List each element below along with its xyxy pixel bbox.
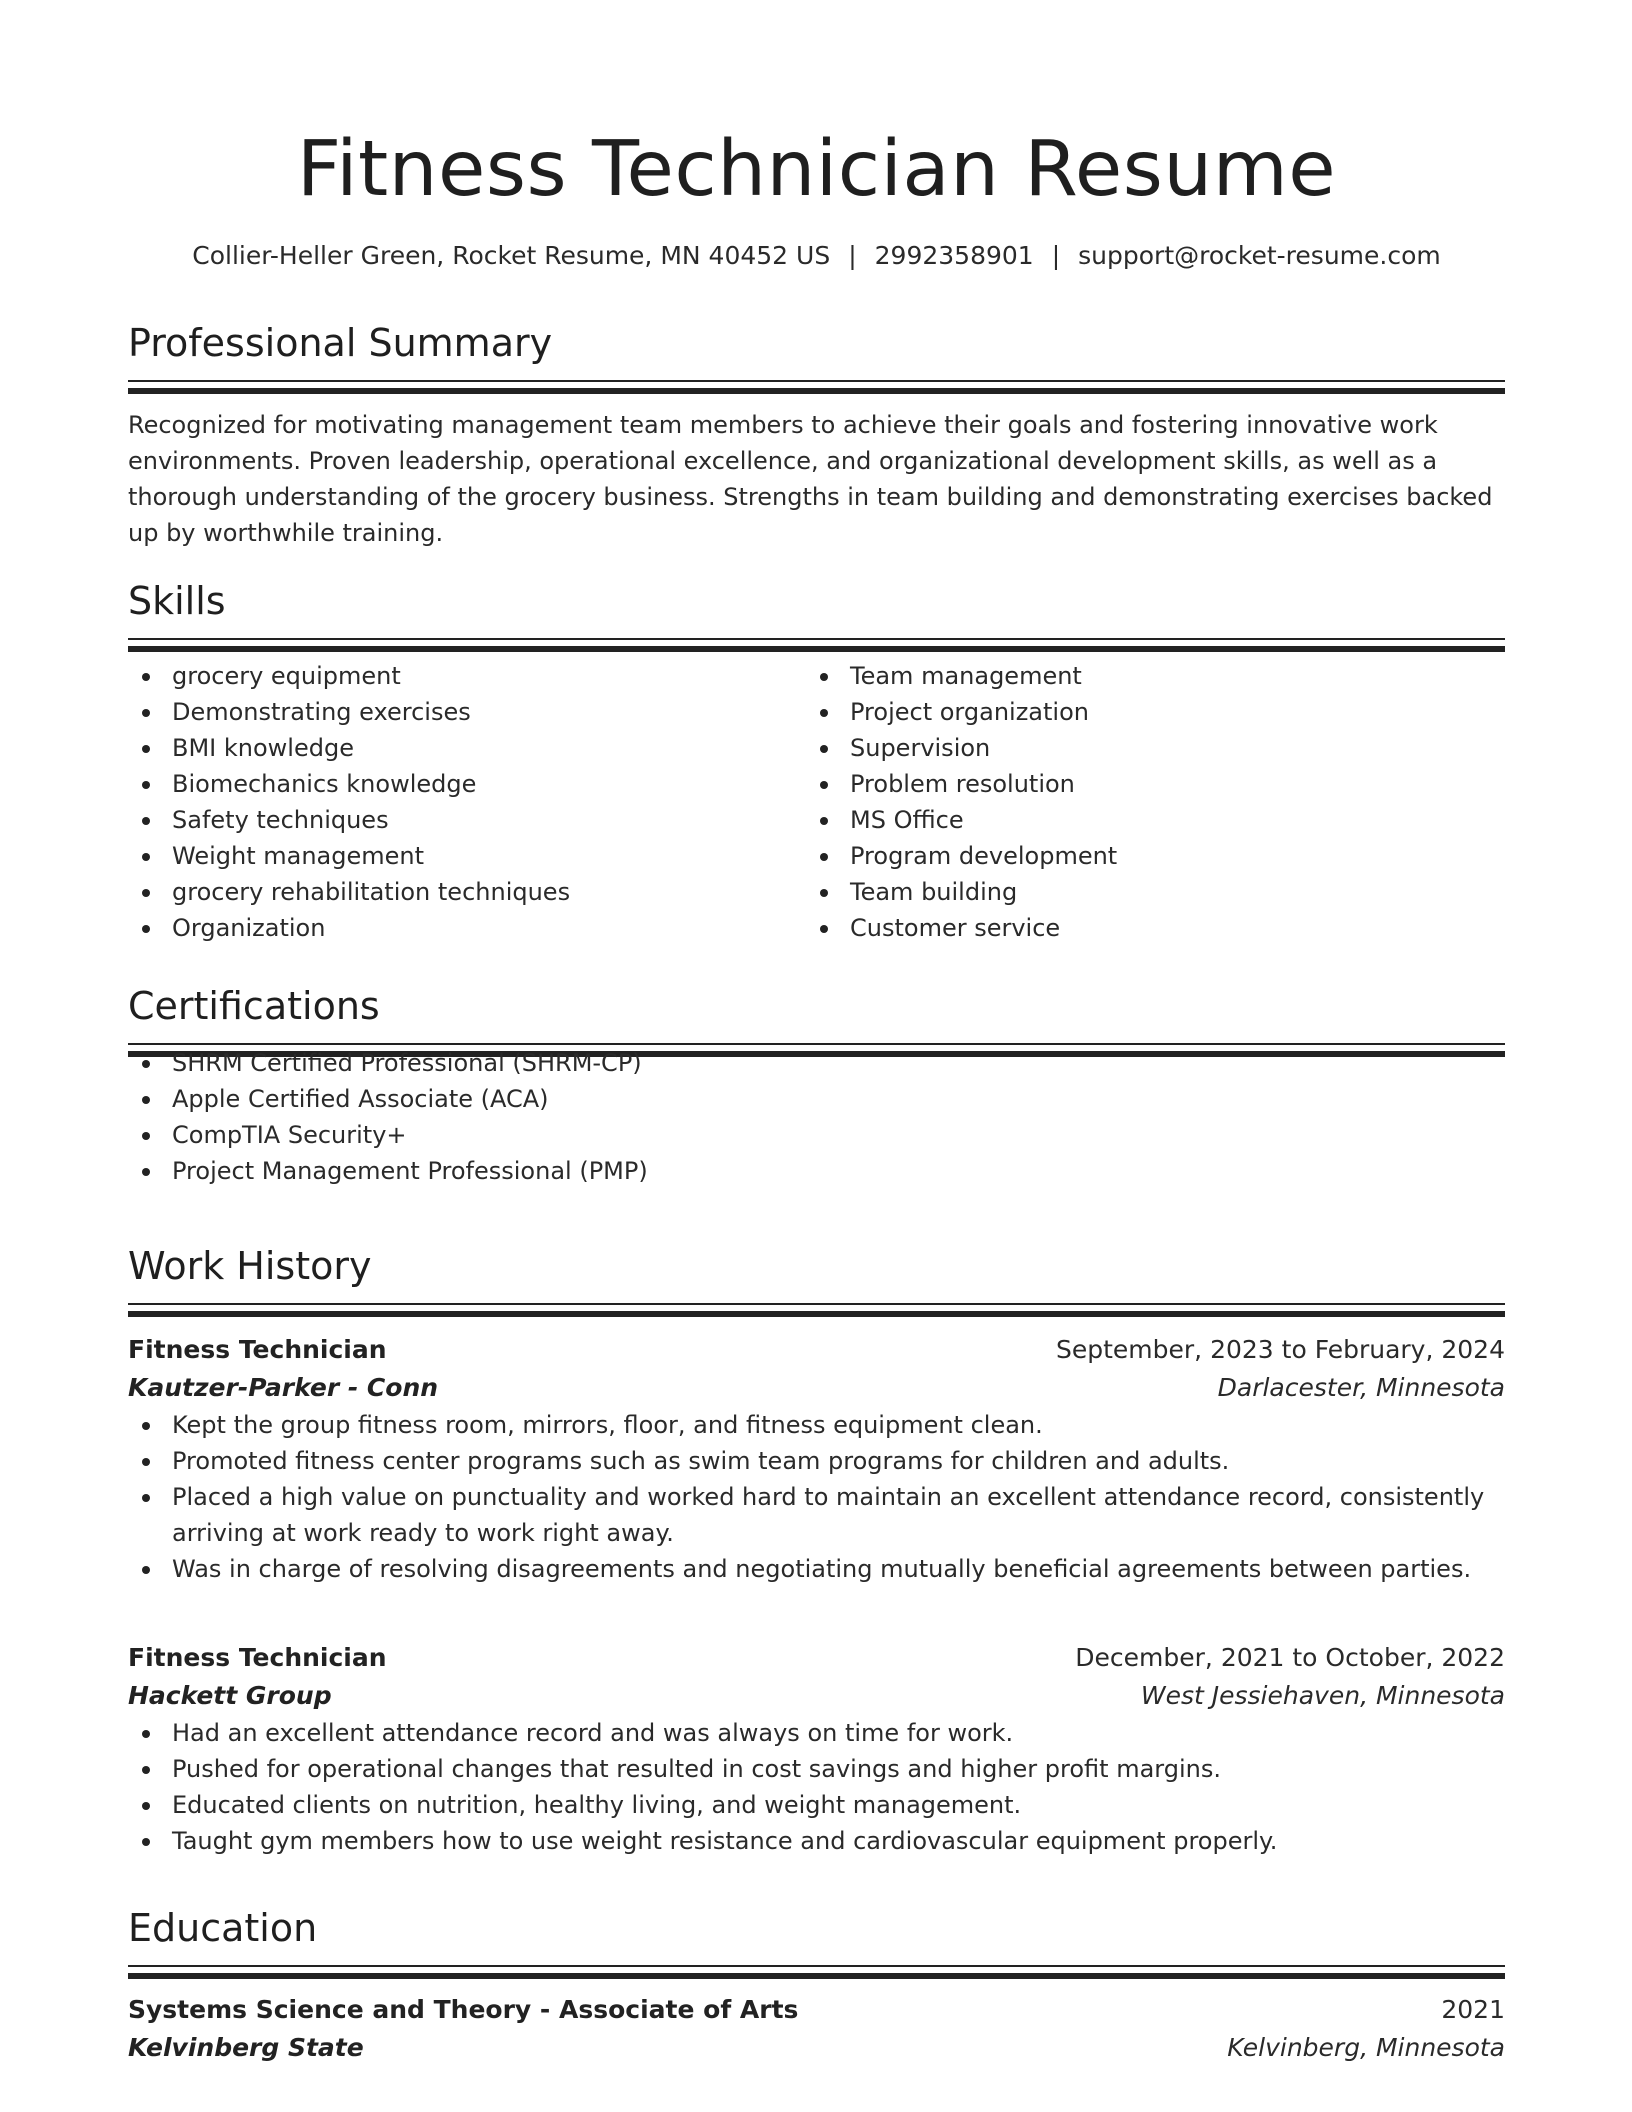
job-entry	[128, 1331, 1505, 1587]
contact-separator: |	[848, 241, 857, 270]
section-divider	[128, 638, 1505, 640]
skill-item: Organization	[128, 910, 806, 946]
job-duty-item: Promoted fitness center programs such as swim team programs for children and adults.	[128, 1443, 1505, 1479]
education-school-row	[128, 2029, 1505, 2067]
skill-item: Demonstrating exercises	[128, 694, 806, 730]
section-divider	[128, 1303, 1505, 1305]
skill-item: BMI knowledge	[128, 730, 806, 766]
work-history-section	[128, 1241, 1505, 1305]
job-location: West Jessiehaven, Minnesota	[1140, 1681, 1505, 1710]
job-title: Fitness Technician	[128, 1335, 387, 1364]
job-duty-item: Placed a high value on punctuality and worked hard to maintain an excellent attendance record, consistently arriving at work ready to work right away.	[128, 1479, 1505, 1551]
certifications-list	[128, 1045, 1505, 1189]
section-heading-skills: Skills	[128, 579, 226, 623]
skill-item: Problem resolution	[806, 766, 1484, 802]
skill-item: Customer service	[806, 910, 1484, 946]
certification-item: SHRM Certified Professional (SHRM-CP)	[128, 1045, 1505, 1081]
skill-item: grocery equipment	[128, 658, 806, 694]
skill-item: MS Office	[806, 802, 1484, 838]
job-dates: December, 2021 to October, 2022	[1075, 1643, 1505, 1672]
education-degree: Systems Science and Theory - Associate of Arts	[128, 1995, 799, 2024]
certification-item: CompTIA Security+	[128, 1117, 1505, 1153]
contact-separator: |	[1051, 241, 1061, 270]
section-heading-education: Education	[128, 1906, 318, 1950]
skills-list-left	[128, 658, 806, 946]
education-location: Kelvinberg, Minnesota	[1227, 2033, 1505, 2062]
skills-columns	[128, 658, 1505, 946]
education-year: 2021	[1441, 1995, 1505, 2024]
job-duty-item: Had an excellent attendance record and was always on time for work.	[128, 1715, 1505, 1751]
skills-list-right	[806, 658, 1484, 946]
certifications-section	[128, 981, 1505, 1189]
job-duty-item: Was in charge of resolving disagreements and negotiating mutually beneficial agreements between parties.	[128, 1551, 1505, 1587]
job-company-row	[128, 1677, 1505, 1715]
job-company-row	[128, 1369, 1505, 1407]
resume-title: Fitness Technician Resume	[296, 125, 1337, 214]
skill-item: Safety techniques	[128, 802, 806, 838]
job-entry	[128, 1639, 1505, 1859]
section-heading-summary: Professional Summary	[128, 321, 553, 365]
skill-item: Biomechanics knowledge	[128, 766, 806, 802]
contact-address: Collier-Heller Green, Rocket Resume, MN 40452 US	[192, 241, 831, 270]
job-title: Fitness Technician	[128, 1643, 387, 1672]
skill-item: Project organization	[806, 694, 1484, 730]
job-header-row	[128, 1639, 1505, 1677]
job-duty-item: Educated clients on nutrition, healthy living, and weight management.	[128, 1787, 1505, 1823]
certification-item: Project Management Professional (PMP)	[128, 1153, 1505, 1189]
summary-text: Recognized for motivating management team members to achieve their goals and fostering innovative work environments. Proven leadership, operational excellence, and organizational development skills, as well as a thorough understanding of the grocery business. Strengths in team building and demonstrating exercises backed up by worthwhile training.	[128, 411, 1493, 547]
job-dates: September, 2023 to February, 2024	[1056, 1335, 1505, 1364]
section-divider	[128, 1965, 1505, 1967]
job-duty-item: Kept the group fitness room, mirrors, floor, and fitness equipment clean.	[128, 1407, 1505, 1443]
job-duty-item: Pushed for operational changes that resulted in cost savings and higher profit margins.	[128, 1751, 1505, 1787]
skill-item: Weight management	[128, 838, 806, 874]
contact-phone: 2992358901	[874, 241, 1034, 270]
job-company: Hackett Group	[128, 1681, 332, 1710]
skill-item: Team management	[806, 658, 1484, 694]
education-school: Kelvinberg State	[128, 2033, 364, 2062]
skills-section	[128, 576, 1505, 946]
section-heading-work-history: Work History	[128, 1244, 372, 1288]
education-section	[128, 1903, 1505, 1967]
contact-line	[128, 238, 1505, 274]
education-entry	[128, 1991, 1505, 2067]
skill-item: Supervision	[806, 730, 1484, 766]
contact-email: support@rocket-resume.com	[1078, 241, 1441, 270]
skill-item: Team building	[806, 874, 1484, 910]
job-company: Kautzer-Parker - Conn	[128, 1373, 439, 1402]
job-duties-list	[128, 1407, 1505, 1587]
section-heading-certifications: Certifications	[128, 984, 380, 1028]
skill-item: grocery rehabilitation techniques	[128, 874, 806, 910]
education-header-row	[128, 1991, 1505, 2029]
skill-item: Program development	[806, 838, 1484, 874]
job-header-row	[128, 1331, 1505, 1369]
job-location: Darlacester, Minnesota	[1217, 1373, 1505, 1402]
job-duties-list	[128, 1715, 1505, 1859]
job-duty-item: Taught gym members how to use weight resistance and cardiovascular equipment properly.	[128, 1823, 1505, 1859]
certification-item: Apple Certified Associate (ACA)	[128, 1081, 1505, 1117]
summary-section	[128, 318, 1505, 551]
section-divider	[128, 380, 1505, 382]
